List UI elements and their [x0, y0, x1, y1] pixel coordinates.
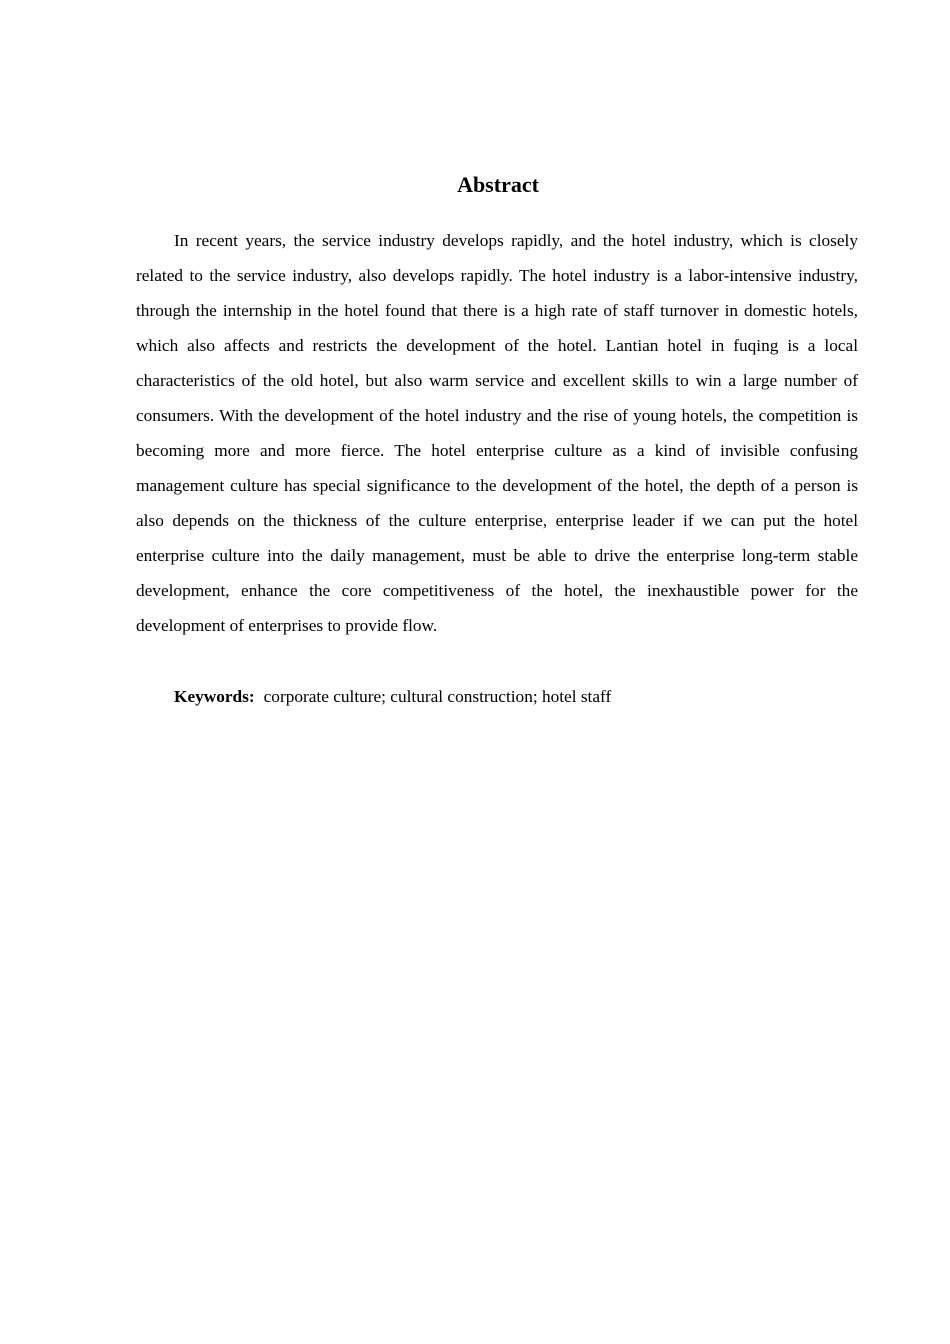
keywords-label: Keywords: [174, 687, 255, 706]
abstract-paragraph: In recent years, the service industry develops rapidly, and the hotel industry, which is closely related to the service industry, also develops rapidly. The hotel industry is a labor-intensive industry, through the internship in the hotel found that there is a high rate of staff turnover in domestic hotels, which also affects and restricts the development of the hotel. Lantian hotel in fuqing is a local characteristics of the old hotel, but also warm service and excellent skills to win a large number of consumers. With the development of the hotel industry and the rise of young hotels, the competition is becoming more and more fierce. The hotel enterprise culture as a kind of invisible confusing management culture has special significance to the development of the hotel, the depth of a person is also depends on the thickness of the culture enterprise, enterprise leader if we can put the hotel enterprise culture into the daily management, must be able to drive the enterprise long-term stable development, enhance the core competitiveness of the hotel, the inexhaustible power for the development of enterprises to provide flow. [136, 231, 858, 635]
page-title: Abstract [457, 172, 539, 197]
keywords-value: corporate culture; cultural construction; hotel staff [263, 687, 612, 706]
keywords-line [174, 679, 611, 714]
